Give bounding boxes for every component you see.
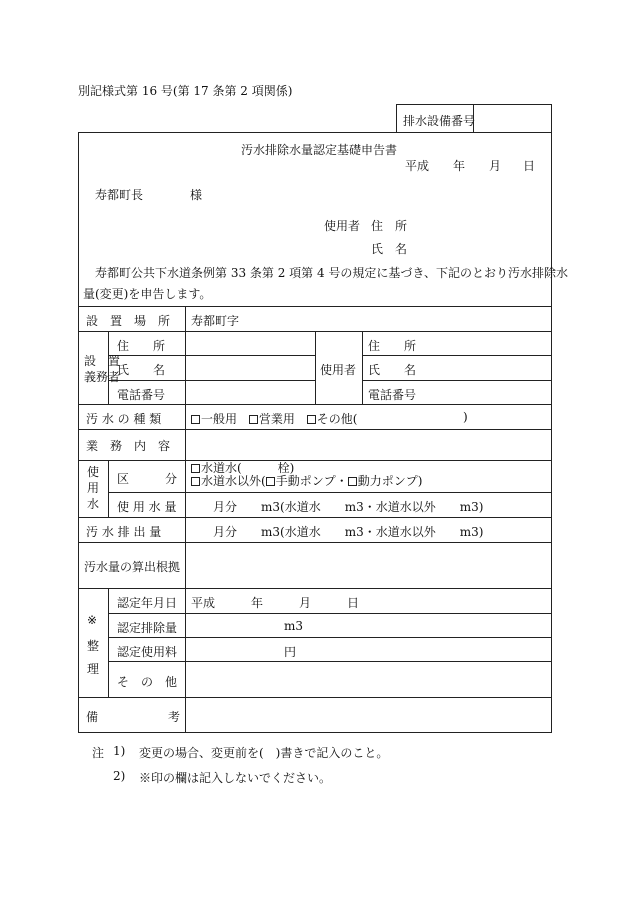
admin-mark: ※: [87, 613, 98, 627]
applicant-name-label: 氏 名: [371, 242, 408, 256]
sewage-type-label: 汚 水 の 種 類: [86, 412, 162, 426]
note-2-text: ※印の欄は記入しないでください。: [139, 771, 332, 785]
category-options: [191, 462, 422, 488]
general-label: 一般用: [201, 412, 238, 426]
obligor-label-2: 義務者: [84, 370, 121, 384]
note-2-number: 2): [113, 769, 126, 783]
business-checkbox[interactable]: [249, 415, 258, 424]
discharge-label: 汚 水 排 出 量: [86, 525, 162, 539]
user-phone-label: 電話番号: [368, 388, 417, 402]
non-tap-water-label: 水道水以外(: [201, 474, 266, 488]
cert-date-value[interactable]: 平成 年 月 日: [191, 596, 360, 610]
location-value[interactable]: 寿都町字: [191, 314, 240, 328]
obligor-name-label: 氏 名: [117, 363, 166, 377]
basis-label: 汚水量の算出根拠: [84, 560, 181, 574]
applicant-user-label: 使用者: [324, 219, 361, 233]
honorific: 様: [190, 188, 203, 202]
applicant-address-label: 住 所: [371, 219, 408, 233]
other-checkbox[interactable]: [307, 415, 316, 424]
form-title: 汚水排除水量認定基礎申告書: [241, 143, 398, 157]
cert-fee-label: 認定使用料: [117, 645, 178, 659]
drain-facility-label-cell: [396, 104, 474, 133]
admin-char-1: 整: [87, 639, 100, 653]
obligor-phone-label: 電話番号: [117, 388, 166, 402]
location-label: 設 置 場 所: [86, 314, 171, 328]
statement-line-1: 寿都町公共下水道条例第 33 条第 2 項第 4 号の規定に基づき、下記のとおり汚水排除水: [95, 266, 568, 280]
sewage-type-options: [191, 410, 357, 427]
tap-water-checkbox[interactable]: [191, 464, 200, 473]
water-used-label: 使用水: [86, 465, 99, 511]
notes-label: 注: [92, 746, 105, 760]
user-label: 使用者: [320, 363, 357, 377]
statement-line-2: 量(変更)を申告します。: [83, 287, 212, 301]
usage-value[interactable]: 月分 m3(水道水 m3・水道水以外 m3): [213, 500, 484, 514]
manual-pump-label: 手動ポンプ・: [275, 474, 348, 488]
date-year: 年: [453, 159, 466, 173]
general-checkbox[interactable]: [191, 415, 200, 424]
drain-facility-label: 排水設備番号: [403, 114, 476, 128]
business-content-label: 業 務 内 容: [86, 439, 171, 453]
other-close-paren: ): [463, 410, 468, 424]
admin-char-2: 理: [87, 662, 100, 676]
discharge-value[interactable]: 月分 m3(水道水 m3・水道水以外 m3): [213, 525, 484, 539]
cert-discharge-unit: m3: [284, 619, 304, 633]
cert-date-label: 認定年月日: [117, 596, 178, 610]
note-1-text: 変更の場合、変更前を( )書きで記入のこと。: [139, 746, 389, 760]
remarks-label-1: 備: [86, 710, 99, 724]
power-pump-checkbox[interactable]: [348, 477, 357, 486]
user-address-label: 住 所: [368, 339, 417, 353]
other-label: その他(: [316, 412, 358, 426]
remarks-label-2: 考: [168, 710, 181, 724]
category-label: 区 分: [117, 472, 178, 486]
date-day: 日: [523, 159, 536, 173]
form-number: 別記様式第 16 号(第 17 条第 2 項関係): [78, 84, 293, 98]
addressee: 寿都町長: [95, 188, 144, 202]
obligor-address-label: 住 所: [117, 339, 166, 353]
date-era: 平成: [405, 159, 430, 173]
non-tap-water-checkbox[interactable]: [191, 477, 200, 486]
date-month: 月: [489, 159, 502, 173]
usage-label: 使 用 水 量: [117, 500, 177, 514]
note-1-number: 1): [113, 744, 126, 758]
power-pump-label: 動力ポンプ): [357, 474, 423, 488]
cert-discharge-label: 認定排除量: [117, 621, 178, 635]
obligor-label-1: 設 置: [84, 354, 121, 368]
tap-water-label: 水道水( 栓): [201, 461, 295, 475]
business-label: 営業用: [258, 412, 295, 426]
admin-other-label: そ の 他: [117, 675, 178, 689]
user-name-label: 氏 名: [368, 363, 417, 377]
drain-facility-number-field[interactable]: [473, 104, 552, 133]
manual-pump-checkbox[interactable]: [266, 477, 275, 486]
cert-fee-unit: 円: [284, 645, 297, 659]
